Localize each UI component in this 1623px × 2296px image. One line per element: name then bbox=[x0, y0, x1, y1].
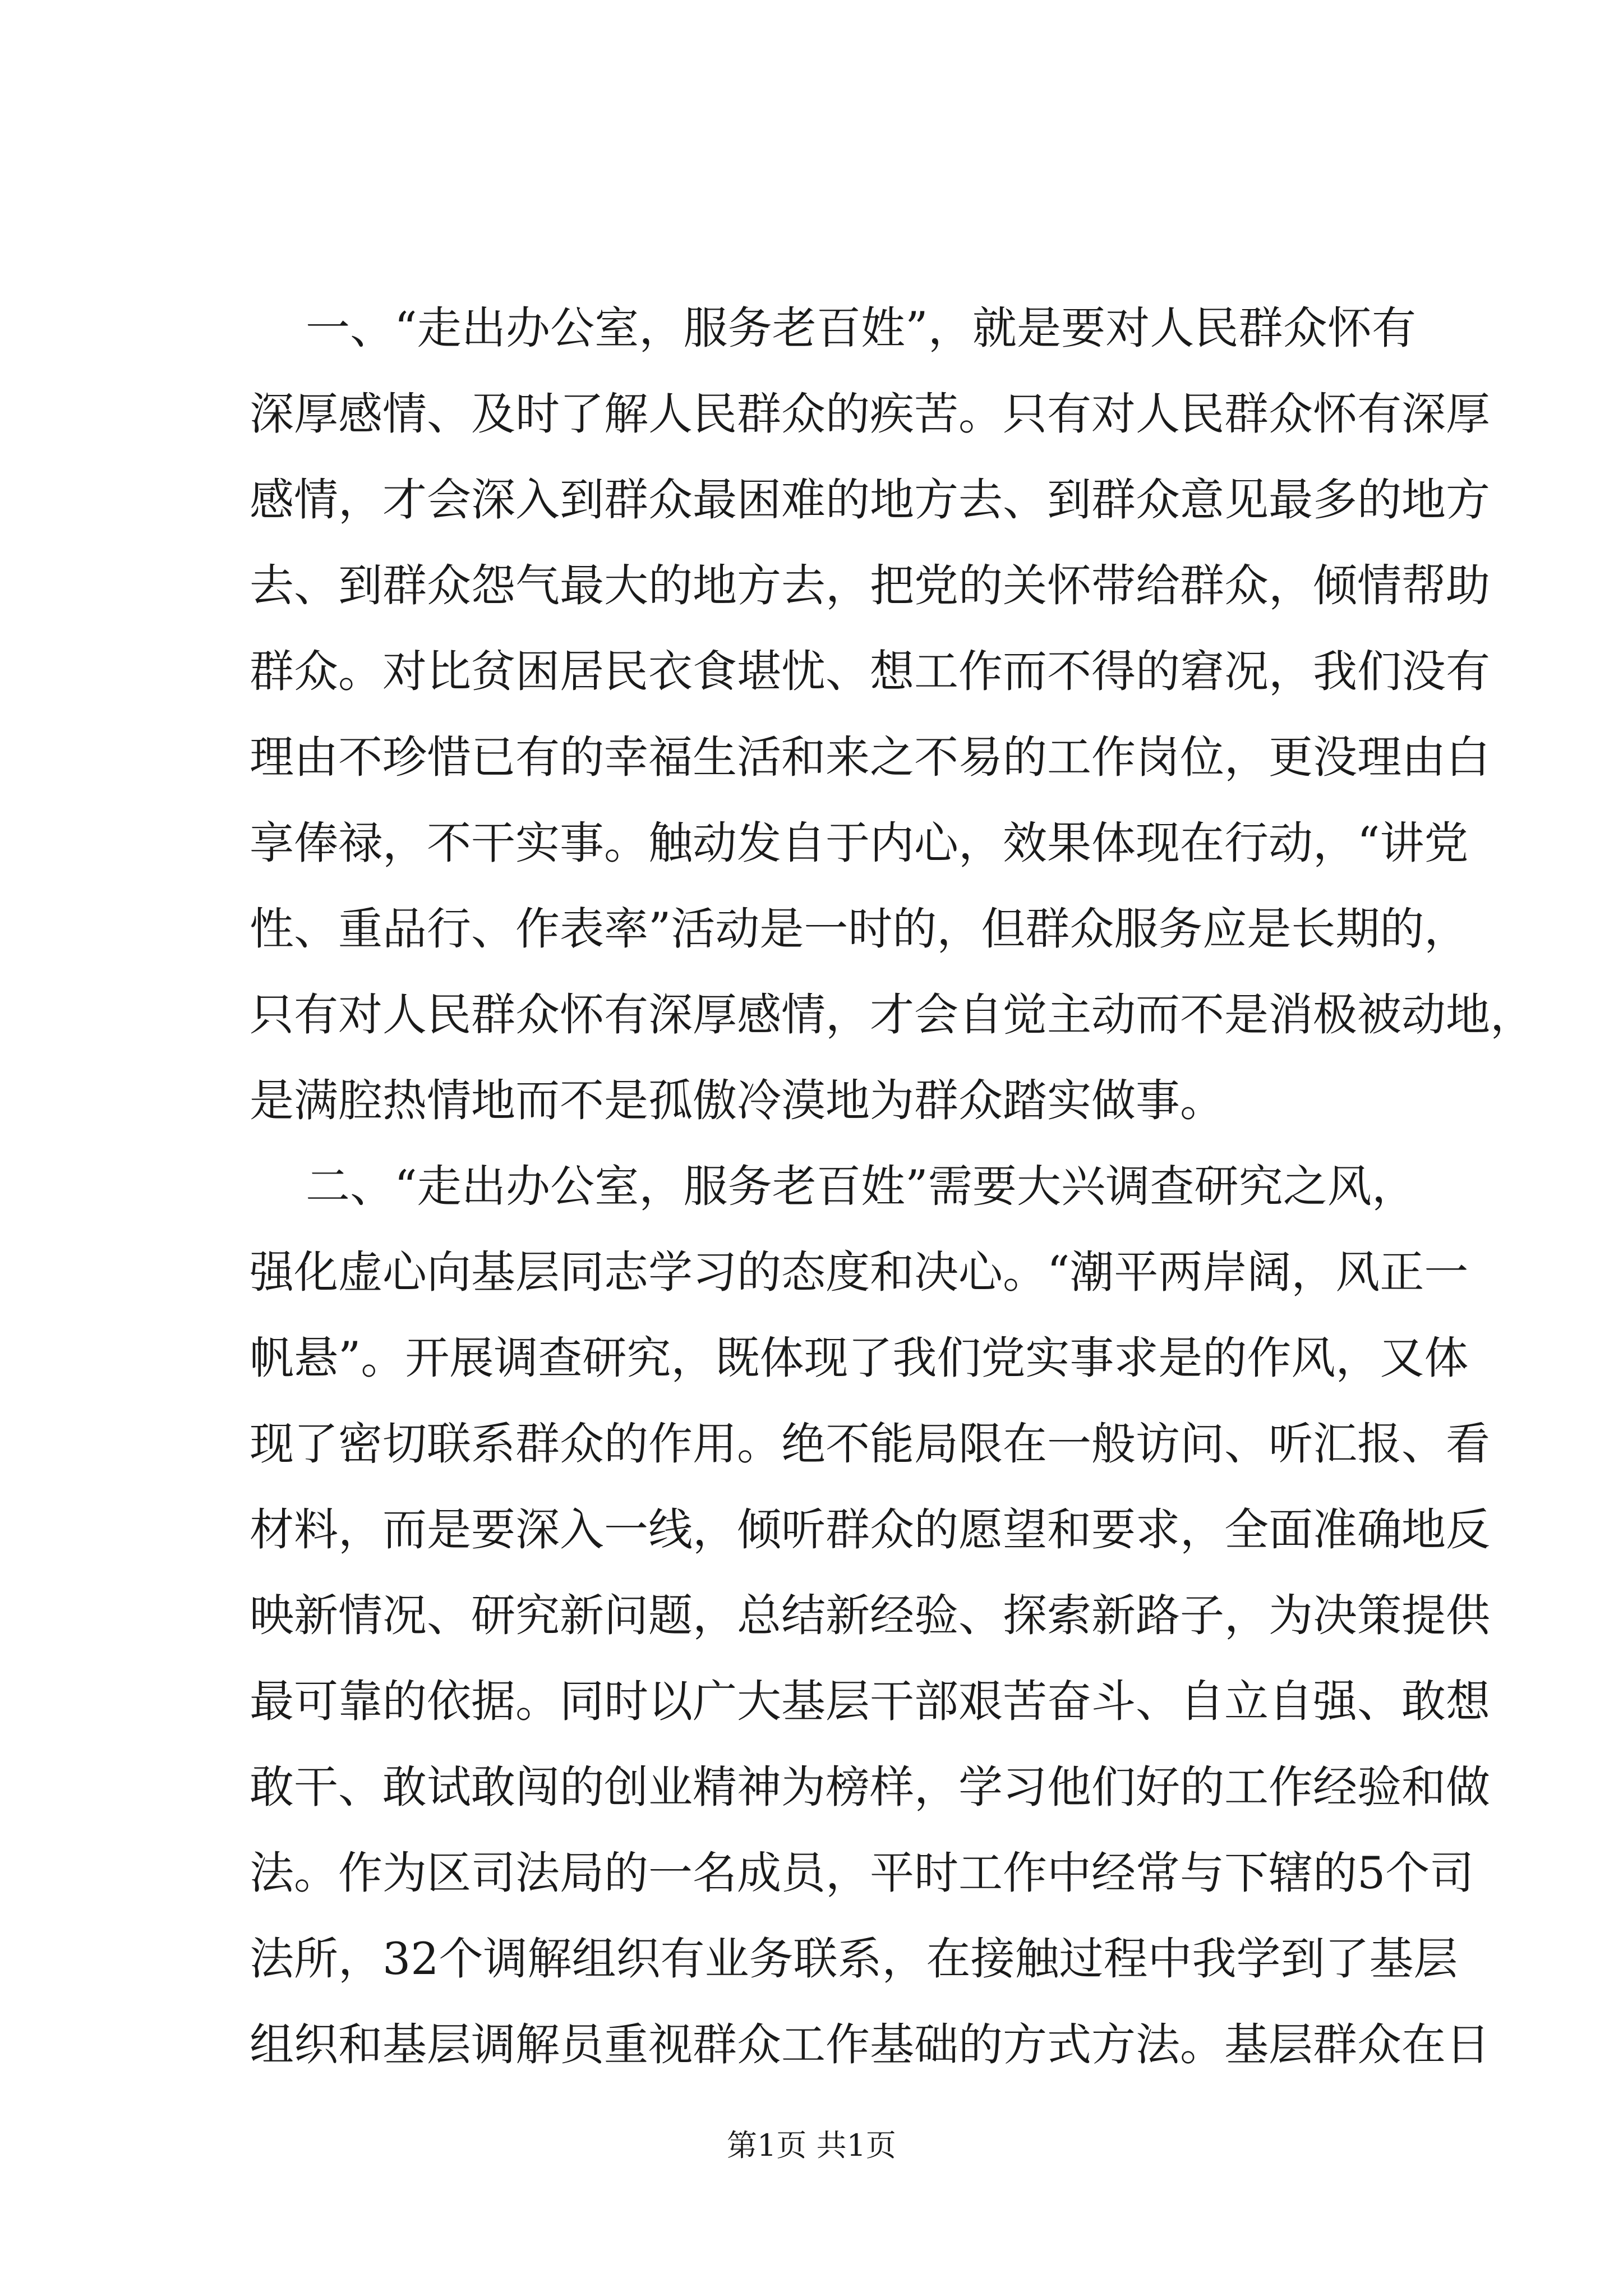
paragraph-2-line-4: 现了密切联系群众的作用。绝不能局限在一般访问、听汇报、看 bbox=[250, 1418, 1490, 1470]
paragraph-2-line-3: 帆悬”。开展调查研究，既体现了我们党实事求是的作风，又体 bbox=[250, 1332, 1469, 1384]
paragraph-1-line-7: 享俸禄，不干实事。触动发自于内心，效果体现在行动，“讲党 bbox=[250, 817, 1469, 869]
paragraph-1-line-9: 只有对人民群众怀有深厚感情，才会自觉主动而不是消极被动地， bbox=[250, 989, 1534, 1041]
paragraph-2-line-8: 敢干、敢试敢闯的创业精神为榜样，学习他们好的工作经验和做 bbox=[250, 1761, 1490, 1813]
paragraph-2-line-5: 材料，而是要深入一线，倾听群众的愿望和要求，全面准确地反 bbox=[250, 1504, 1490, 1556]
paragraph-1-line-3: 感情，才会深入到群众最困难的地方去、到群众意见最多的地方 bbox=[250, 474, 1490, 526]
paragraph-1-line-4: 去、到群众怨气最大的地方去，把党的关怀带给群众，倾情帮助 bbox=[250, 560, 1490, 611]
paragraph-1-line-2: 深厚感情、及时了解人民群众的疾苦。只有对人民群众怀有深厚 bbox=[250, 388, 1490, 440]
page-footer: 第1页 共1页 bbox=[727, 2128, 896, 2163]
paragraph-1-line-6: 理由不珍惜已有的幸福生活和来之不易的工作岗位，更没理由白 bbox=[250, 731, 1490, 783]
paragraph-2-line-2: 强化虚心向基层同志学习的态度和决心。“潮平两岸阔，风正一 bbox=[250, 1246, 1469, 1298]
paragraph-2-line-1: 二、“走出办公室，服务老百姓”需要大兴调查研究之风， bbox=[306, 1161, 1416, 1212]
paragraph-2-line-9: 法。作为区司法局的一名成员，平时工作中经常与下辖的5个司 bbox=[250, 1847, 1474, 1899]
paragraph-1-line-5: 群众。对比贫困居民衣食堪忧、想工作而不得的窘况，我们没有 bbox=[250, 646, 1490, 697]
paragraph-1-line-10: 是满腔热情地而不是孤傲冷漠地为群众踏实做事。 bbox=[250, 1075, 1224, 1126]
paragraph-1-line-8: 性、重品行、作表率”活动是一时的，但群众服务应是长期的， bbox=[250, 903, 1469, 955]
paragraph-1-line-1: 一、“走出办公室，服务老百姓”，就是要对人民群众怀有 bbox=[306, 302, 1416, 354]
paragraph-2-line-11: 组织和基层调解员重视群众工作基础的方式方法。基层群众在日 bbox=[250, 2019, 1490, 2070]
paragraph-2-line-6: 映新情况、研究新问题，总结新经验、探索新路子，为决策提供 bbox=[250, 1590, 1490, 1641]
paragraph-2-line-10: 法所，32个调解组织有业务联系，在接触过程中我学到了基层 bbox=[250, 1933, 1458, 1985]
paragraph-2-line-7: 最可靠的依据。同时以广大基层干部艰苦奋斗、自立自强、敢想 bbox=[250, 1676, 1490, 1727]
